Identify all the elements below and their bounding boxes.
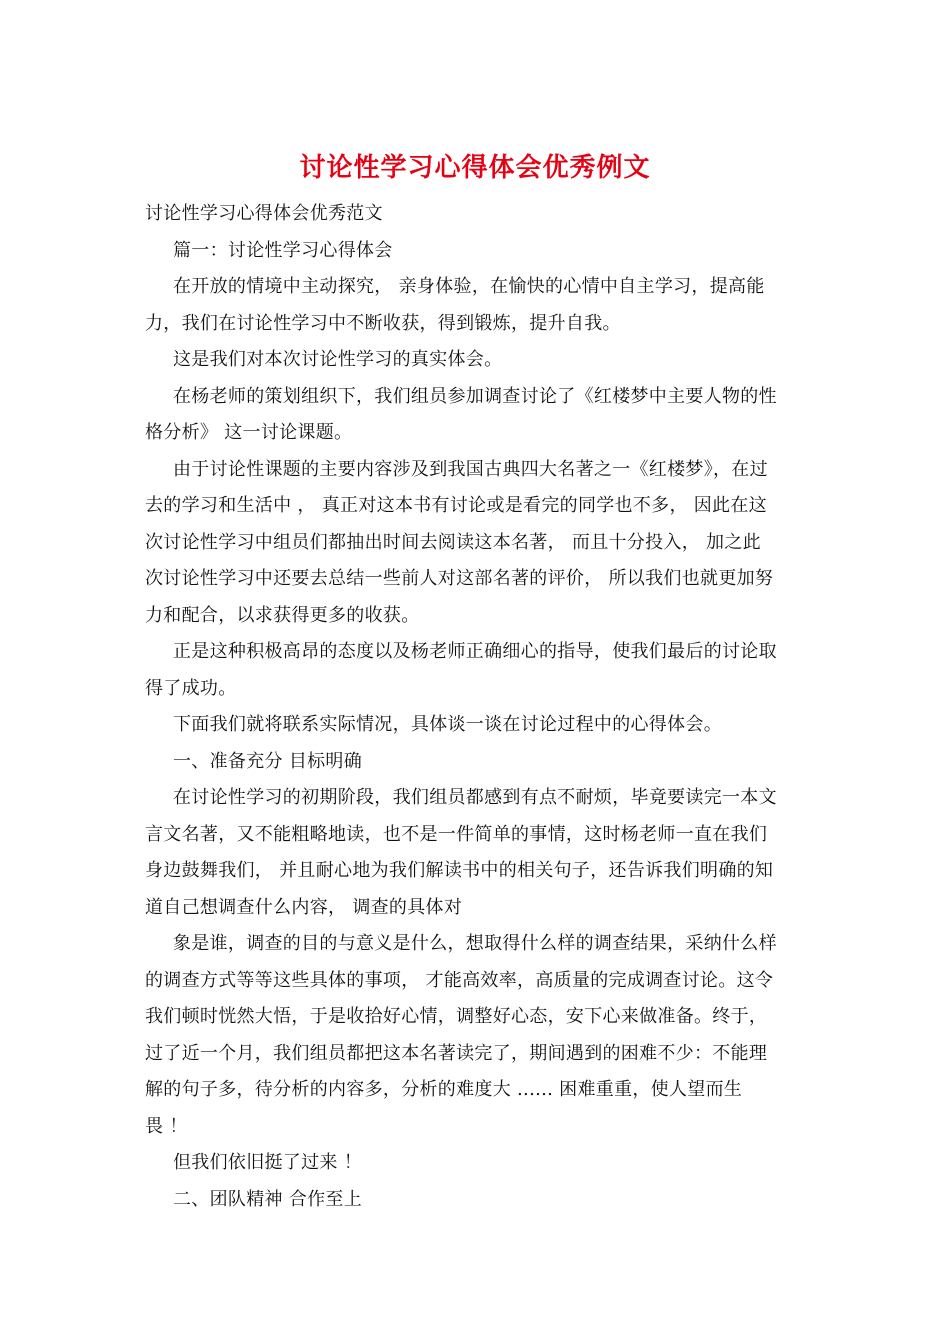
text-line: 这是我们对本次讨论性学习的真实体会。 bbox=[173, 349, 503, 370]
text-line: 解的句子多，待分析的内容多，分析的难度大 ...... 困难重重，使人望而生 bbox=[145, 1079, 743, 1100]
text-line: 篇一：讨论性学习心得体会 bbox=[173, 239, 393, 261]
text-line: 一、准备充分 目标明确 bbox=[173, 750, 363, 772]
text-line: 下面我们就将联系实际情况，具体谈一谈在讨论过程中的心得体会。 bbox=[173, 714, 722, 735]
text-line: 的调查方式等等这些具体的事项， 才能高效率，高质量的完成调查讨论。这令 bbox=[145, 969, 774, 991]
text-line: 讨论性学习心得体会优秀范文 bbox=[145, 203, 383, 224]
text-line: 但我们依旧挺了过来 ！ bbox=[173, 1152, 363, 1173]
text-line: 在讨论性学习的初期阶段，我们组员都感到有点不耐烦，毕竟要读完一本文 bbox=[173, 787, 777, 808]
text-line: 在开放的情境中主动探究， 亲身体验，在愉快的心情中自主学习，提高能 bbox=[173, 276, 765, 297]
text-line: 二、团队精神 合作至上 bbox=[173, 1188, 363, 1210]
text-line: 言文名著，又不能粗略地读，也不是一件简单的事情，这时杨老师一直在我们 bbox=[145, 823, 768, 845]
text-line: 得了成功。 bbox=[145, 677, 237, 699]
text-line: 力，我们在讨论性学习中不断收获，得到锻炼，提升自我。 bbox=[145, 312, 621, 334]
document-title: 讨论性学习心得体会优秀例文 bbox=[299, 153, 651, 183]
text-line: 过了近一个月，我们组员都把这本名著读完了，期间遇到的困难不少：不能理 bbox=[145, 1042, 768, 1064]
text-line: 正是这种积极高昂的态度以及杨老师正确细心的指导，使我们最后的讨论取 bbox=[173, 641, 777, 662]
text-line: 畏 ！ bbox=[145, 1115, 188, 1137]
text-line: 格分析》 这一讨论课题。 bbox=[145, 422, 353, 443]
text-line: 象是谁，调查的目的与意义是什么，想取得什么样的调查结果，采纳什么样 bbox=[173, 933, 777, 954]
text-line: 在杨老师的策划组织下，我们组员参加调查讨论了《红楼梦中主要人物的性 bbox=[173, 385, 777, 407]
text-line: 我们顿时恍然大悟，于是收拾好心情，调整好心态，安下心来做准备。终于， bbox=[145, 1006, 768, 1027]
text-line: 由于讨论性课题的主要内容涉及到我国古典四大名著之一《红楼梦》，在过 bbox=[173, 458, 768, 480]
text-line: 力和配合，以求获得更多的收获。 bbox=[145, 604, 420, 626]
text-line: 道自己想调查什么内容， 调查的具体对 bbox=[145, 896, 463, 918]
document-body bbox=[145, 196, 815, 1218]
text-line: 身边鼓舞我们， 并且耐心地为我们解读书中的相关句子，还告诉我们明确的知 bbox=[145, 860, 774, 881]
text-line: 次讨论性学习中组员们都抽出时间去阅读这本名著， 而且十分投入， 加之此 bbox=[145, 531, 761, 553]
text-line: 次讨论性学习中还要去总结一些前人对这部名著的评价， 所以我们也就更加努 bbox=[145, 568, 774, 589]
text-line: 去的学习和生活中 ， 真正对这本书有讨论或是看完的同学也不多， 因此在这 bbox=[145, 495, 767, 516]
